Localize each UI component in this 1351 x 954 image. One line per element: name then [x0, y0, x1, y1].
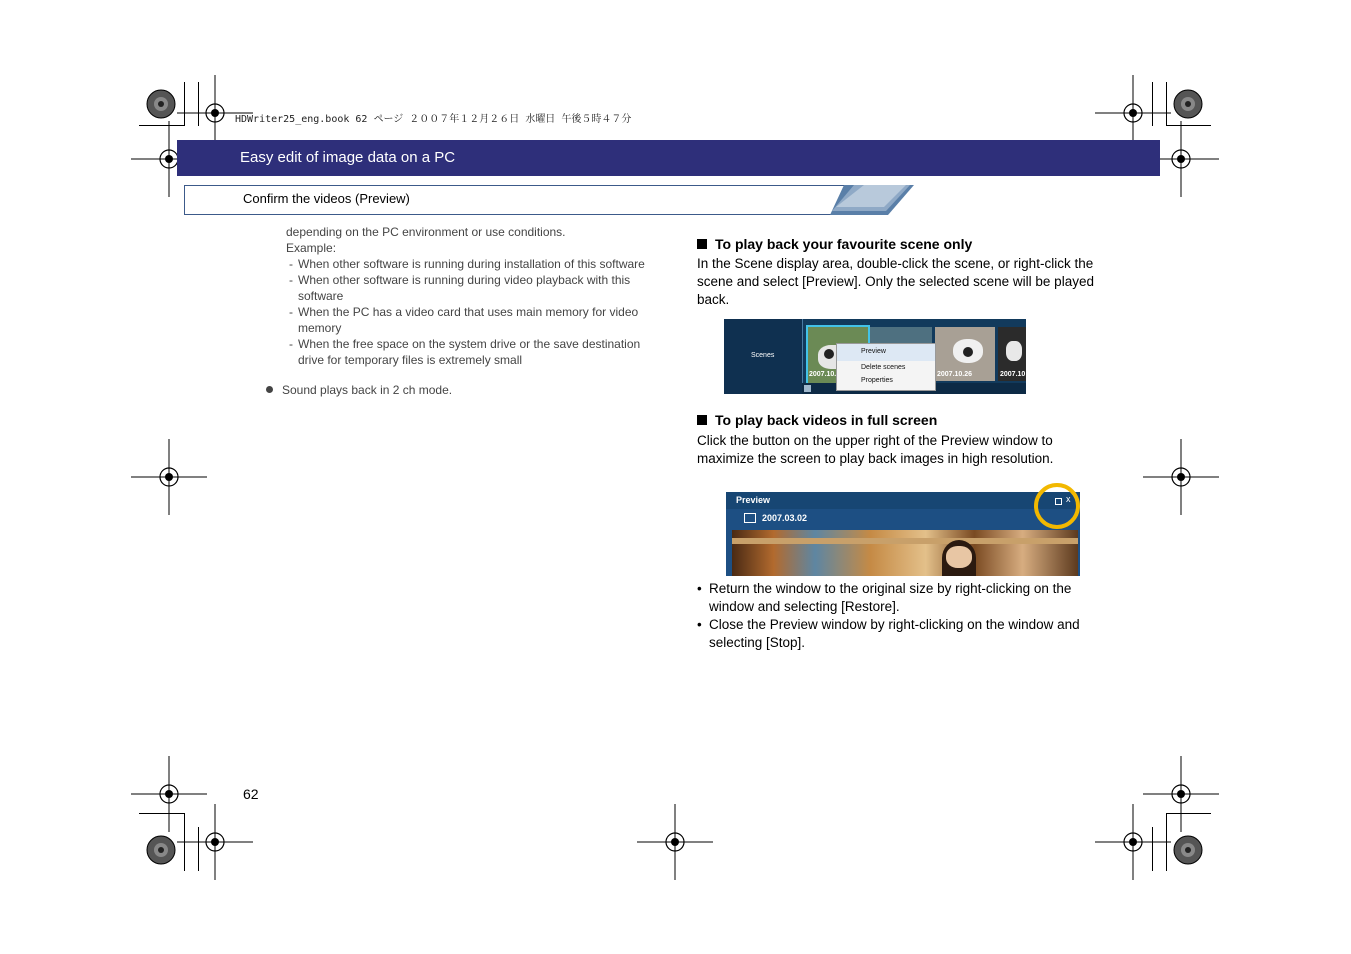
example-item: - When other software is running during installation of this software — [286, 256, 666, 272]
subtitle-stripe — [830, 185, 914, 215]
preview-titlebar — [726, 492, 1080, 509]
scenes-sidebar — [724, 319, 803, 394]
note-item: • Return the window to the original size by right-clicking on the window and selecting [Restore]. — [697, 580, 1117, 616]
example-item: - When the PC has a video card that uses main memory for video memory — [286, 304, 666, 336]
highlight-ring — [1034, 483, 1080, 529]
preview-window-screenshot — [726, 492, 1080, 576]
heading-full-screen: To play back videos in full screen — [697, 412, 937, 428]
left-column — [286, 224, 666, 368]
subtitle-bar — [184, 185, 845, 215]
menu-item-preview: Preview — [837, 344, 935, 361]
scenes-label: Scenes — [751, 352, 775, 359]
sound-note: Sound plays back in 2 ch mode. — [282, 383, 453, 397]
square-bullet-icon — [697, 239, 707, 249]
example-item: - When the free space on the system drive or the save destination drive for temporary files is extremely small — [286, 336, 666, 368]
paragraph-favourite-scene: In the Scene display area, double-click the scene, or right-click the scene and select [Preview]. Only the selected scene will be played back. — [697, 256, 1094, 307]
print-header: HDWriter25_eng.book 62 ページ ２００７年１２月２６日 水曜日 午後５時４７分 — [235, 114, 632, 125]
heading-favourite-scene: To play back your favourite scene only — [697, 236, 972, 252]
preview-date: 2007.03.02 — [762, 513, 808, 523]
paragraph-full-screen: Click the button on the upper right of the Preview window to maximize the screen to play back images in high resolution. — [697, 433, 1054, 466]
preview-title: Preview — [736, 495, 771, 505]
context-menu — [836, 343, 936, 391]
example-item: - When other software is running during video playback with this software — [286, 272, 666, 304]
menu-item-delete-scenes: Delete scenes — [861, 364, 906, 371]
close-icon: x — [1066, 494, 1071, 504]
thumbnail-date: 2007.10.26 — [937, 371, 973, 378]
section-title-bar — [177, 140, 1160, 176]
page-number: 62 — [243, 786, 259, 802]
menu-item-properties: Properties — [861, 377, 893, 384]
section-title: Easy edit of image data on a PC — [240, 149, 456, 166]
bullet-dot-icon — [266, 386, 273, 393]
thumbnail-date: 2007.10 — [1000, 371, 1026, 378]
scene-display-screenshot — [724, 319, 1026, 394]
example-label: Example: — [286, 241, 337, 255]
square-bullet-icon — [697, 415, 707, 425]
thumbnail-date: 2007.10. — [809, 371, 837, 378]
notes-list — [697, 580, 1117, 652]
subtitle: Confirm the videos (Preview) — [243, 191, 410, 206]
preview-video-frame — [732, 530, 1078, 576]
film-icon — [744, 513, 756, 523]
continued-text: depending on the PC environment or use conditions. — [286, 225, 566, 239]
note-item: • Close the Preview window by right-clicking on the window and selecting [Stop]. — [697, 616, 1117, 652]
